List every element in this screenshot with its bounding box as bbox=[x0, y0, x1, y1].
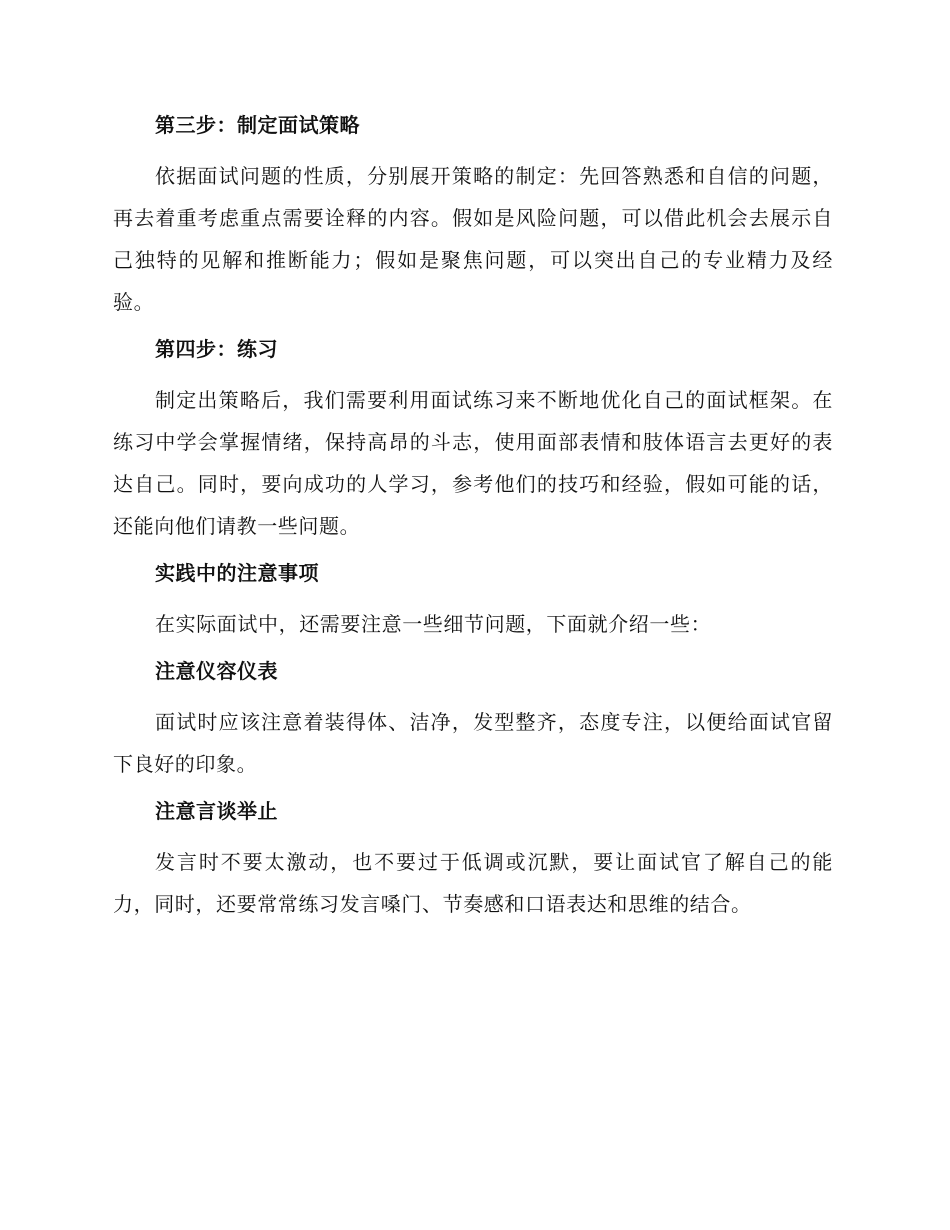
section-paragraph: 发言时不要太激动，也不要过于低调或沉默，要让面试官了解自己的能力，同时，还要常常练习发言嗓门、节奏感和口语表达和思维的结合。 bbox=[113, 850, 833, 916]
document-body bbox=[113, 110, 833, 936]
section-heading: 实践中的注意事项 bbox=[155, 561, 319, 585]
section-heading: 第四步：练习 bbox=[155, 337, 278, 361]
section-paragraph: 制定出策略后，我们需要利用面试练习来不断地优化自己的面试框架。在练习中学会掌握情绪，保持高昂的斗志，使用面部表情和肢体语言去更好的表达自己。同时，要向成功的人学习，参考他们的技巧和经验，假如可能的话，还能向他们请教一些问题。 bbox=[113, 388, 833, 538]
section-heading: 注意言谈举止 bbox=[155, 799, 278, 823]
section-paragraph: 在实际面试中，还需要注意一些细节问题，下面就介绍一些： bbox=[155, 612, 712, 636]
section-paragraph: 依据面试问题的性质，分别展开策略的制定：先回答熟悉和自信的问题，再去着重考虑重点需要诠释的内容。假如是风险问题，可以借此机会去展示自己独特的见解和推断能力；假如是聚焦问题，可以突出自己的专业精力及经验。 bbox=[113, 164, 833, 314]
section-heading: 注意仪容仪表 bbox=[155, 659, 278, 683]
section-heading: 第三步：制定面试策略 bbox=[155, 113, 360, 137]
section-paragraph: 面试时应该注意着装得体、洁净，发型整齐，态度专注，以便给面试官留下良好的印象。 bbox=[113, 710, 833, 776]
